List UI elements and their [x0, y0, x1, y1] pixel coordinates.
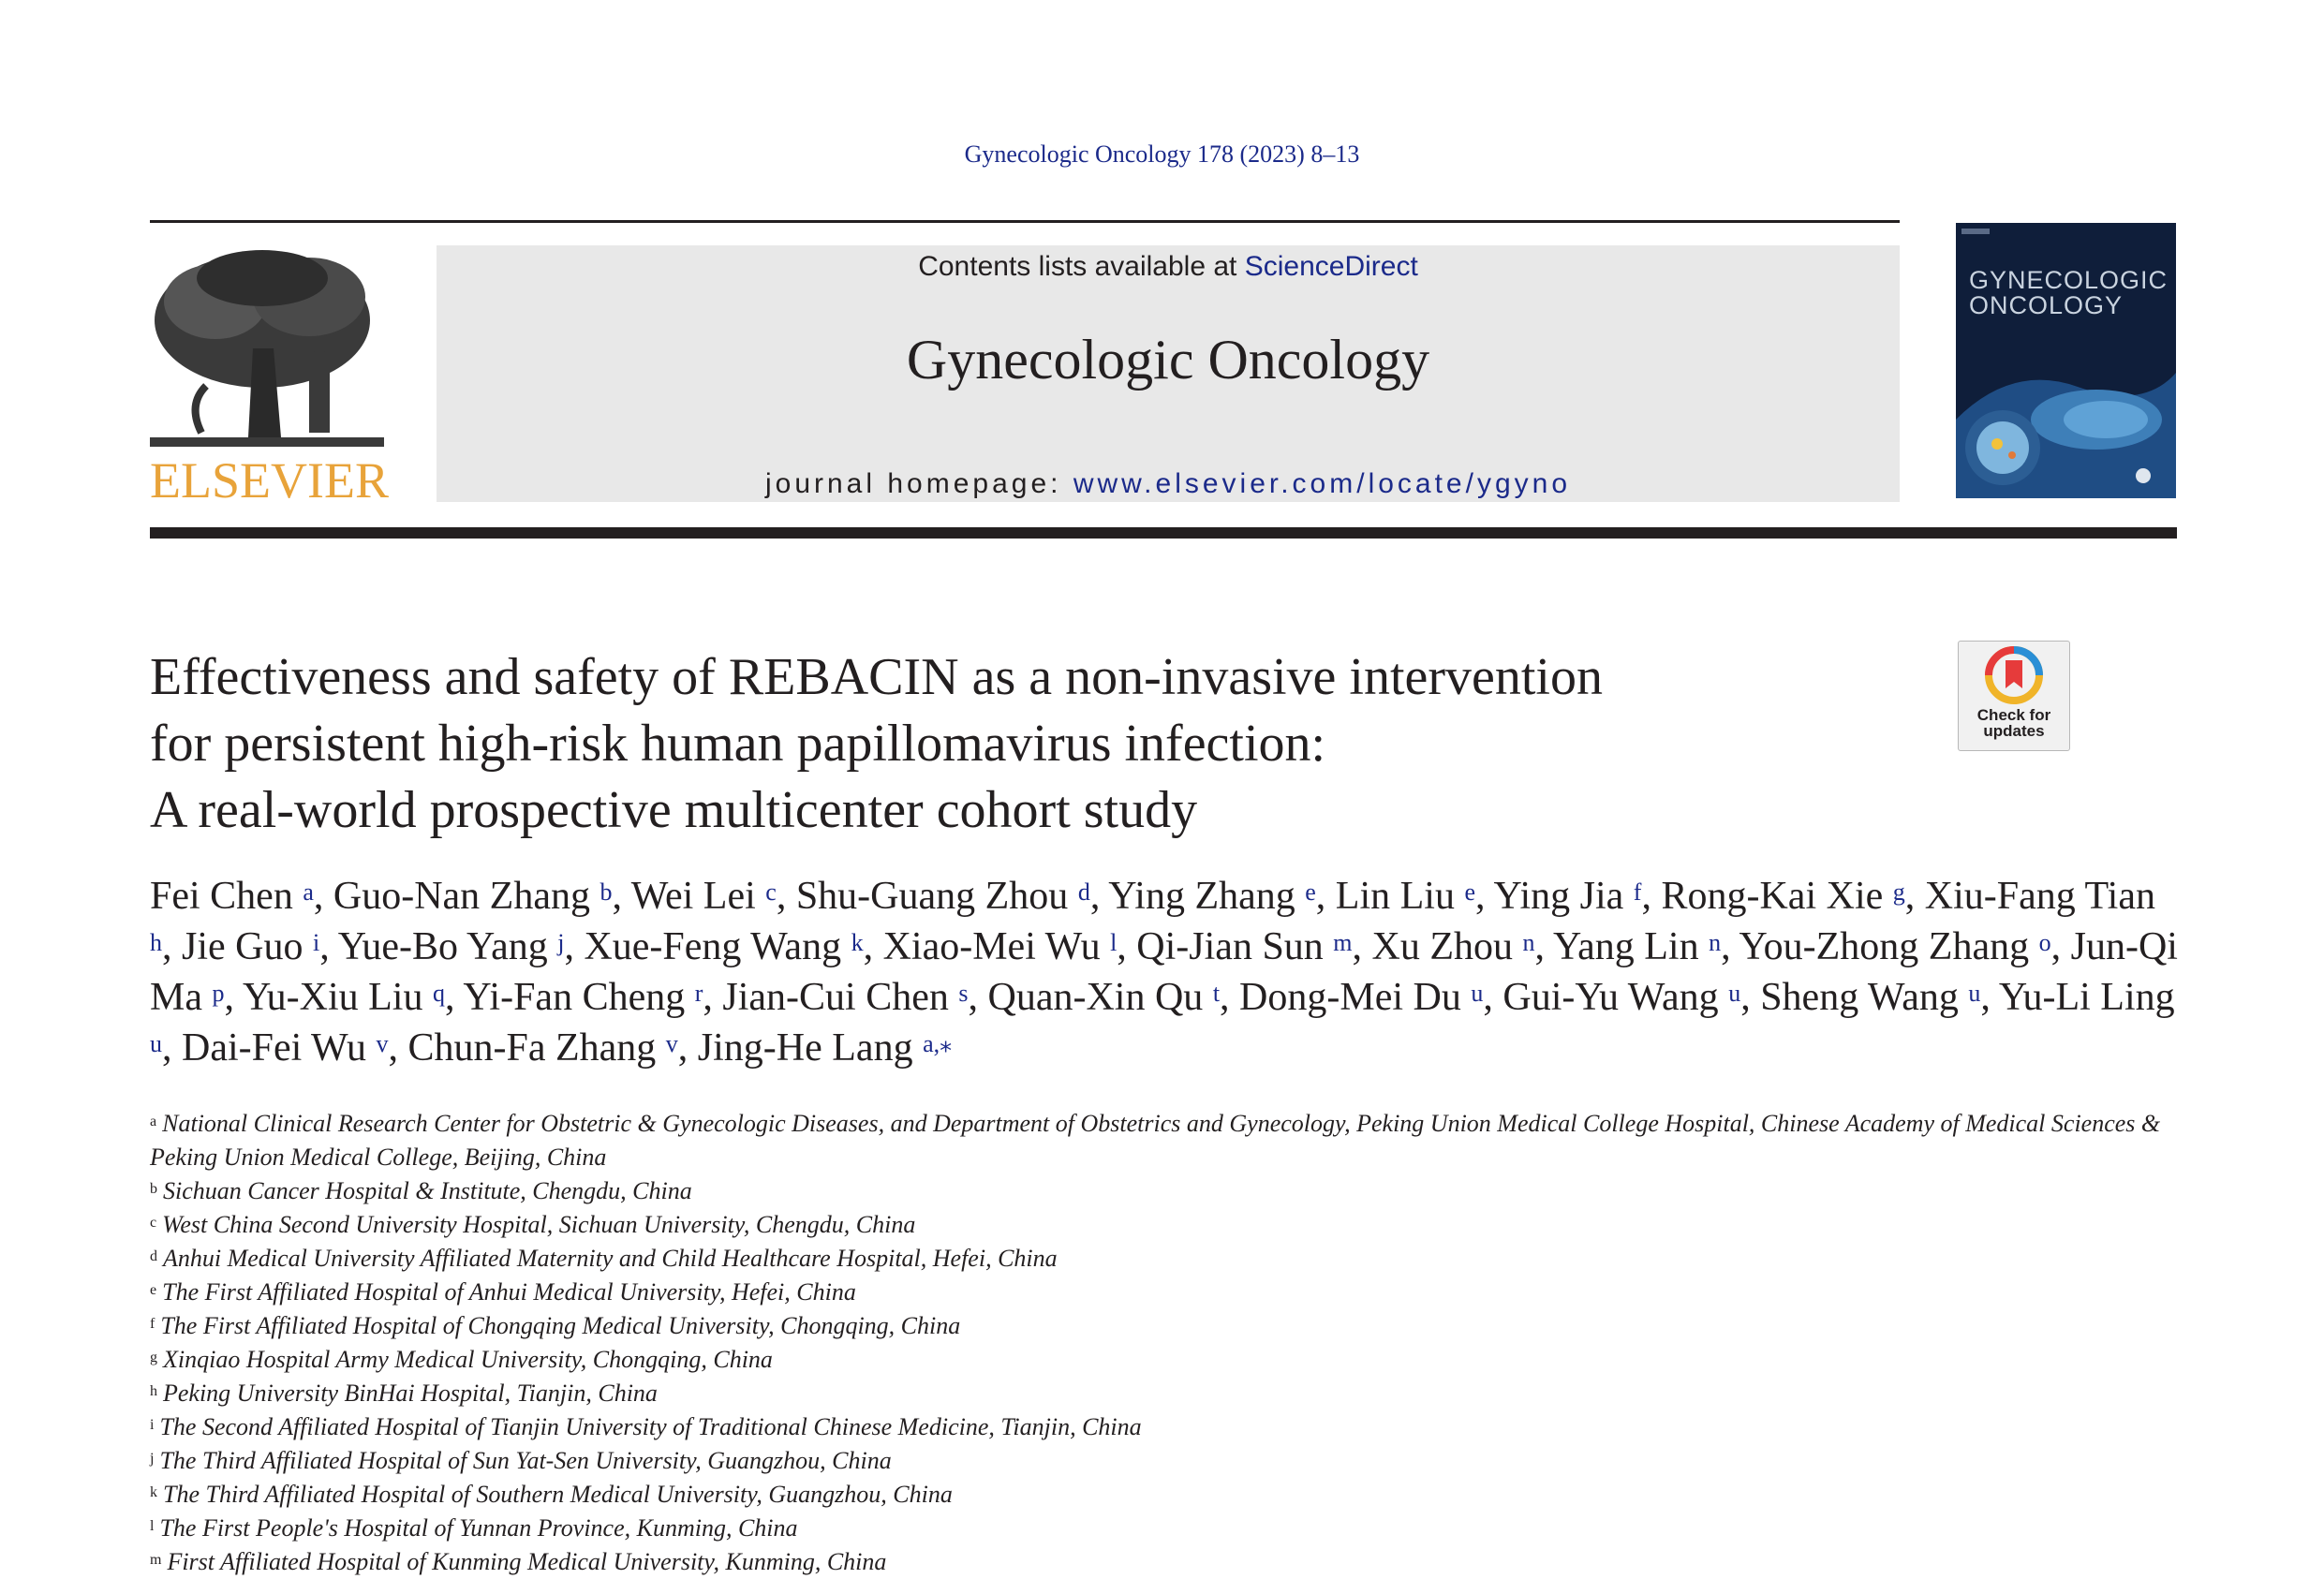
- affiliation-label: e: [150, 1282, 157, 1298]
- author-entry[interactable]: [182, 1026, 389, 1070]
- check-for-updates-text: [1959, 707, 2069, 739]
- author-entry[interactable]: [1108, 875, 1316, 918]
- journal-citation[interactable]: Gynecologic Oncology 178 (2023) 8–13: [964, 140, 1360, 168]
- author-affiliation-marker[interactable]: n: [1709, 929, 1722, 956]
- author-name: Xiu-Fang Tian: [1924, 875, 2155, 918]
- affiliation-item: [150, 1545, 2183, 1579]
- author-entry[interactable]: [338, 925, 565, 968]
- author-affiliation-marker[interactable]: o: [2038, 929, 2051, 956]
- affiliation-label: d: [150, 1248, 157, 1264]
- author-name: Ying Zhang: [1108, 875, 1295, 918]
- author-affiliation-marker[interactable]: h: [150, 929, 162, 956]
- affiliation-text: The Second Affiliated Hospital of Tianjin University of Traditional Chinese Medicine, Tianjin, China: [159, 1413, 1142, 1440]
- crossmark-icon: [1959, 642, 2069, 707]
- author-affiliation-marker[interactable]: v: [665, 1030, 678, 1057]
- affiliation-item: [150, 1208, 2183, 1242]
- author-name: Yi-Fan Cheng: [463, 976, 686, 1019]
- check-line2: updates: [1983, 722, 2045, 740]
- check-line1: Check for: [1976, 706, 2051, 724]
- affiliation-label: i: [150, 1417, 155, 1433]
- author-affiliation-marker[interactable]: t: [1212, 980, 1221, 1007]
- affiliation-item: [150, 1512, 2183, 1545]
- header-rule-bottom: [150, 527, 2177, 539]
- author-affiliation-marker[interactable]: a: [303, 878, 314, 906]
- author-name: Sheng Wang: [1760, 976, 1959, 1019]
- cover-title-line1: GYNECOLOGIC: [1969, 266, 2169, 294]
- affiliation-list: [150, 1107, 2183, 1579]
- author-entry[interactable]: [584, 925, 863, 968]
- affiliation-label: m: [150, 1552, 162, 1568]
- author-entry[interactable]: [408, 1026, 678, 1070]
- author-name: Yue-Bo Yang: [337, 925, 548, 968]
- author-name: Jun-Qi Ma: [150, 925, 2178, 1019]
- author-affiliation-marker[interactable]: b: [600, 878, 613, 906]
- author-entry[interactable]: [1493, 875, 1641, 918]
- author-affiliation-marker[interactable]: u: [1728, 980, 1741, 1007]
- check-for-updates-badge[interactable]: [1958, 641, 2070, 751]
- author-entry[interactable]: [883, 925, 1118, 968]
- cover-journal-title: [1969, 268, 2168, 318]
- affiliation-label: l: [150, 1518, 155, 1534]
- author-affiliation-marker[interactable]: i: [313, 929, 320, 956]
- author-name: Quan-Xin Qu: [987, 976, 1204, 1019]
- affiliation-item: [150, 1242, 2183, 1276]
- author-affiliation-marker[interactable]: d: [1077, 878, 1090, 906]
- author-list: Fei Chen $^a$, Guo-Nan Zhang $^b$, Wei Lei $^c$, Shu-Guang Zhou $^d$, Ying Zhang $^e$, Lin Liu $^e$, Ying Jia $^f$, Rong-Kai Xie $^g$, Xiu-Fang Tian $^h$, Jie Guo $^i$, Yue-Bo Yang $^j$, Xue-Feng Wang $^k$, Xiao-Mei Wu $^l$, Qi-Jian Sun $^m$, Xu Zhou $^n$, Yang Lin $^n$, You-Zhong Zhang $^o$, Jun-Qi Ma $^p$, Yu-Xiu Liu $^q$, Yi-Fan Cheng $^r$, Jian-Cui Chen $^s$, Quan-Xin Qu $^t$, Dong-Mei Du $^u$, Gui-Yu Wang $^u$, Sheng Wang $^u$, Yu-Li Ling $^u$, Dai-Fei Wu $^v$, Chun-Fa Zhang $^v$, Jing-He Lang $^{a,⁎}$: [150, 875, 2178, 1070]
- affiliation-item: [150, 1309, 2183, 1343]
- journal-title: Gynecologic Oncology: [906, 329, 1430, 391]
- author-name: You-Zhong Zhang: [1739, 925, 2030, 968]
- author-entry[interactable]: [333, 875, 613, 918]
- author-name: Wei Lei: [630, 875, 756, 918]
- affiliation-text: Xinqiao Hospital Army Medical University, Chongqing, China: [163, 1346, 773, 1373]
- author-entry[interactable]: [1553, 925, 1721, 968]
- author-affiliation-marker[interactable]: u: [150, 1030, 162, 1057]
- affiliation-text: West China Second University Hospital, Sichuan University, Chengdu, China: [162, 1211, 916, 1238]
- journal-homepage-line: [437, 468, 1900, 500]
- author-name: Xu Zhou: [1371, 925, 1514, 968]
- author-name: Shu-Guang Zhou: [795, 875, 1069, 918]
- author-entry[interactable]: [1239, 976, 1483, 1019]
- author-name: Gui-Yu Wang: [1502, 976, 1719, 1019]
- affiliation-item: [150, 1174, 2183, 1208]
- author-name: Jie Guo: [182, 925, 303, 968]
- affiliation-item: [150, 1410, 2183, 1444]
- affiliation-label: h: [150, 1383, 157, 1399]
- author-name: Rong-Kai Xie: [1661, 875, 1884, 918]
- affiliation-label: c: [150, 1215, 157, 1231]
- author-entry[interactable]: [988, 976, 1221, 1019]
- tree-icon: [150, 245, 384, 451]
- journal-homepage-link[interactable]: www.elsevier.com/locate/ygyno: [1073, 468, 1572, 499]
- author-entry[interactable]: [182, 925, 319, 968]
- author-name: Jing-He Lang: [697, 1026, 913, 1070]
- affiliation-text: The Third Affiliated Hospital of Sun Yat-Sen University, Guangzhou, China: [159, 1447, 892, 1474]
- author-entry[interactable]: [631, 875, 777, 918]
- affiliation-item: [150, 1107, 2183, 1174]
- author-affiliation-marker[interactable]: l: [1110, 929, 1118, 956]
- author-entry[interactable]: [722, 976, 968, 1019]
- author-name: Yu-Xiu Liu: [242, 976, 423, 1019]
- author-entry[interactable]: [796, 875, 1090, 918]
- author-entry[interactable]: [698, 1026, 952, 1070]
- author-name: Chun-Fa Zhang: [407, 1026, 657, 1070]
- author-entry[interactable]: [1739, 925, 2051, 968]
- author-name: Qi-Jian Sun: [1136, 925, 1324, 968]
- affiliation-item: [150, 1377, 2183, 1410]
- affiliation-label: k: [150, 1484, 157, 1500]
- article-title: [150, 644, 1930, 844]
- affiliation-item: [150, 1444, 2183, 1478]
- author-affiliation-marker[interactable]: p: [212, 980, 225, 1007]
- elsevier-logo: [150, 245, 389, 509]
- author-entry[interactable]: [150, 875, 314, 918]
- author-affiliation-marker[interactable]: a,⁎: [923, 1030, 953, 1057]
- author-affiliation-marker[interactable]: c: [765, 878, 777, 906]
- author-affiliation-marker[interactable]: m: [1333, 929, 1353, 956]
- affiliation-text: Peking University BinHai Hospital, Tianjin, China: [163, 1380, 658, 1407]
- journal-masthead: [437, 245, 1900, 502]
- author-entry[interactable]: [1760, 976, 1980, 1019]
- affiliation-label: a: [150, 1114, 157, 1129]
- title-line: for persistent high-risk human papillomavirus infection:: [150, 715, 1326, 773]
- author-affiliation-marker[interactable]: n: [1522, 929, 1535, 956]
- title-line: A real-world prospective multicenter cohort study: [150, 781, 1198, 839]
- journal-cover-image[interactable]: [1956, 223, 2176, 498]
- affiliation-text: National Clinical Research Center for Obstetric & Gynecologic Diseases, and Department of Obstetrics and Gynecology, Peking Union Medical College Hospital, Chinese Academy of Medical Sciences & Peking Union Medical College, Beijing, China: [150, 1110, 2161, 1171]
- author-entry[interactable]: [1502, 976, 1740, 1019]
- affiliation-item: [150, 1343, 2183, 1377]
- affiliation-text: First Affiliated Hospital of Kunming Medical University, Kunming, China: [167, 1548, 887, 1575]
- author-name: Lin Liu: [1335, 875, 1455, 918]
- elsevier-wordmark: ELSEVIER: [150, 452, 389, 509]
- author-entry[interactable]: [1336, 875, 1475, 918]
- author-name: Dai-Fei Wu: [182, 1026, 366, 1070]
- affiliation-text: The First People's Hospital of Yunnan Province, Kunming, China: [159, 1514, 798, 1542]
- affiliation-item: [150, 1276, 2183, 1309]
- cover-art-icon: [1956, 223, 2176, 498]
- author-affiliation-marker[interactable]: u: [1968, 980, 1981, 1007]
- affiliation-text: The First Affiliated Hospital of Chongqing Medical University, Chongqing, China: [160, 1312, 961, 1339]
- homepage-prefix: journal homepage:: [764, 468, 1073, 499]
- title-line: Effectiveness and safety of REBACIN as a non-invasive intervention: [150, 648, 1603, 706]
- author-affiliation-marker[interactable]: v: [376, 1030, 389, 1057]
- affiliation-label: j: [150, 1451, 155, 1467]
- affiliation-text: Sichuan Cancer Hospital & Institute, Chengdu, China: [163, 1177, 692, 1204]
- author-affiliation-marker[interactable]: j: [557, 929, 565, 956]
- author-entry[interactable]: [1372, 925, 1535, 968]
- author-name: Xue-Feng Wang: [584, 925, 842, 968]
- contents-prefix: Contents lists available at: [918, 251, 1245, 282]
- author-name: Guo-Nan Zhang: [333, 875, 590, 918]
- affiliation-text: The First Affiliated Hospital of Anhui Medical University, Hefei, China: [162, 1278, 856, 1306]
- affiliation-label: g: [150, 1350, 157, 1365]
- affiliation-text: The Third Affiliated Hospital of Southern Medical University, Guangzhou, China: [163, 1481, 953, 1508]
- author-entry[interactable]: [243, 976, 445, 1019]
- author-name: Yang Lin: [1552, 925, 1699, 968]
- author-name: Yu-Li Ling: [1998, 976, 2175, 1019]
- author-name: Fei Chen: [150, 875, 293, 918]
- author-entry[interactable]: [463, 976, 703, 1019]
- author-affiliation-marker[interactable]: q: [432, 980, 445, 1007]
- author-affiliation-marker[interactable]: e: [1305, 878, 1316, 906]
- author-name: Xiao-Mei Wu: [882, 925, 1101, 968]
- author-affiliation-marker[interactable]: f: [1633, 878, 1642, 906]
- author-name: Ying Jia: [1493, 875, 1624, 918]
- author-affiliation-marker[interactable]: k: [851, 929, 864, 956]
- cover-title-line2: ONCOLOGY: [1969, 291, 2124, 319]
- author-affiliation-marker[interactable]: r: [694, 980, 703, 1007]
- author-affiliation-marker[interactable]: u: [1471, 980, 1484, 1007]
- affiliation-item: [150, 1478, 2183, 1512]
- contents-available-line: [437, 251, 1900, 283]
- author-entry[interactable]: [1661, 875, 1904, 918]
- author-affiliation-marker[interactable]: g: [1892, 878, 1905, 906]
- affiliation-label: f: [150, 1316, 155, 1332]
- author-name: Jian-Cui Chen: [722, 976, 949, 1019]
- sciencedirect-link[interactable]: ScienceDirect: [1244, 251, 1418, 282]
- author-affiliation-marker[interactable]: e: [1464, 878, 1475, 906]
- author-name: Dong-Mei Du: [1239, 976, 1461, 1019]
- author-affiliation-marker[interactable]: s: [958, 980, 969, 1007]
- affiliation-label: b: [150, 1181, 157, 1197]
- header-rule-top: [150, 220, 1900, 223]
- affiliation-text: Anhui Medical University Affiliated Maternity and Child Healthcare Hospital, Hefei, China: [163, 1245, 1058, 1272]
- author-entry[interactable]: [1136, 925, 1352, 968]
